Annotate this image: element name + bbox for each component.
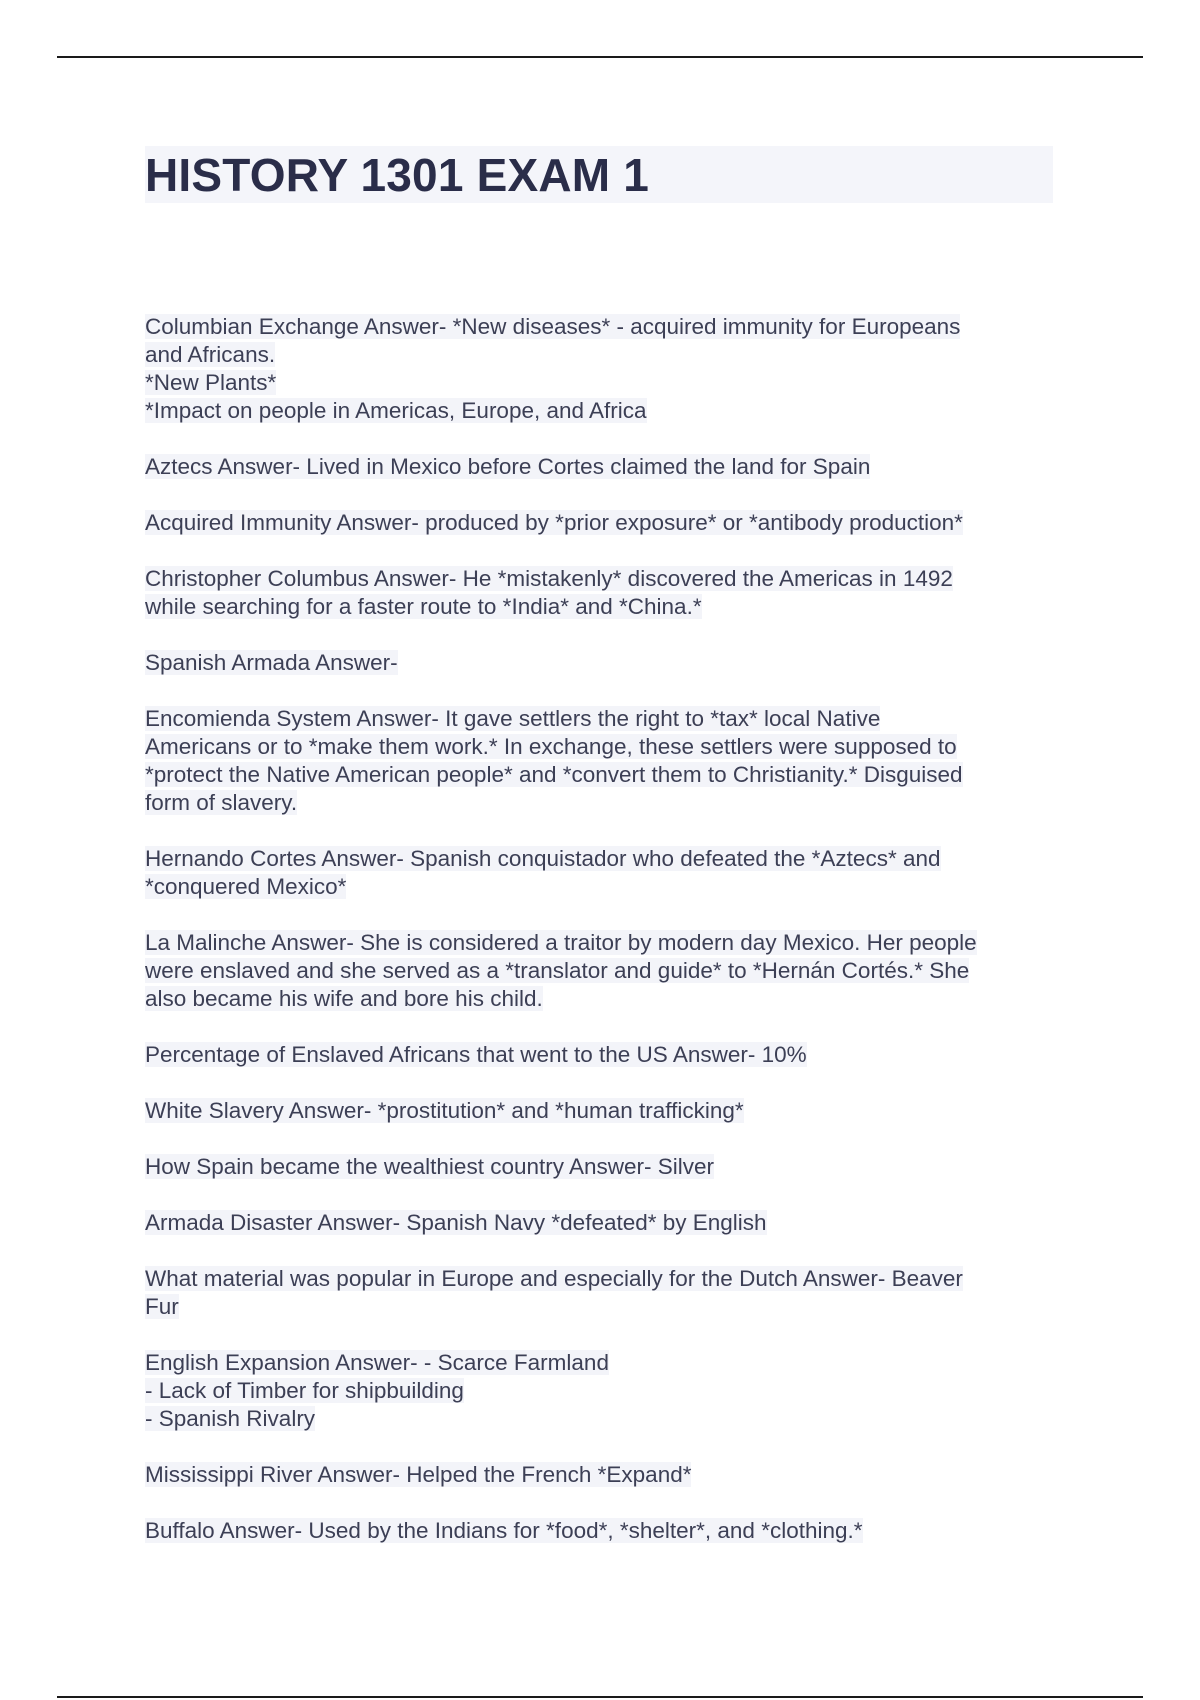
entry-line <box>145 705 1065 733</box>
entry-text: were enslaved and she served as a *translator and guide* to *Hernán Cortés.* She <box>145 958 970 983</box>
flashcard-entry <box>145 453 1065 481</box>
flashcard-entry <box>145 565 1065 621</box>
entry-text: while searching for a faster route to *India* and *China.* <box>145 594 702 619</box>
entry-line <box>145 341 1065 369</box>
entry-line <box>145 1377 1065 1405</box>
entry-text: Columbian Exchange Answer- *New diseases* - acquired immunity for Europeans <box>145 314 961 339</box>
entry-line <box>145 509 1065 537</box>
entry-text: How Spain became the wealthiest country Answer- Silver <box>145 1154 715 1179</box>
entry-line <box>145 789 1065 817</box>
entry-line <box>145 873 1065 901</box>
entry-line <box>145 1097 1065 1125</box>
entry-line <box>145 1293 1065 1321</box>
entry-text: Hernando Cortes Answer- Spanish conquistador who defeated the *Aztecs* and <box>145 846 941 871</box>
entry-text: *New Plants* <box>145 370 277 395</box>
entry-text: Mississippi River Answer- Helped the French *Expand* <box>145 1462 692 1487</box>
entry-line <box>145 565 1065 593</box>
entry-line <box>145 845 1065 873</box>
flashcard-entry <box>145 649 1065 677</box>
entry-text: Encomienda System Answer- It gave settlers the right to *tax* local Native <box>145 706 881 731</box>
entry-text: - Lack of Timber for shipbuilding <box>145 1378 464 1403</box>
entry-text: also became his wife and bore his child. <box>145 986 543 1011</box>
entry-text: English Expansion Answer- - Scarce Farmland <box>145 1350 609 1375</box>
flashcard-entry <box>145 929 1065 1013</box>
flashcard-entry <box>145 1517 1065 1545</box>
entry-line <box>145 1349 1065 1377</box>
entry-text: La Malinche Answer- She is considered a traitor by modern day Mexico. Her people <box>145 930 977 955</box>
entry-text: *conquered Mexico* <box>145 874 347 899</box>
flashcard-entry <box>145 1153 1065 1181</box>
entry-line <box>145 453 1065 481</box>
flashcard-entry <box>145 1461 1065 1489</box>
entry-line <box>145 593 1065 621</box>
entry-text: *Impact on people in Americas, Europe, and Africa <box>145 398 647 423</box>
entry-text: Fur <box>145 1294 179 1319</box>
entry-text: Acquired Immunity Answer- produced by *prior exposure* or *antibody production* <box>145 510 963 535</box>
entry-text: White Slavery Answer- *prostitution* and *human trafficking* <box>145 1098 744 1123</box>
entry-text: form of slavery. <box>145 790 298 815</box>
entry-line <box>145 1461 1065 1489</box>
entry-text: Christopher Columbus Answer- He *mistakenly* discovered the Americas in 1492 <box>145 566 953 591</box>
entry-line <box>145 313 1065 341</box>
entry-line <box>145 1209 1065 1237</box>
flashcard-entry <box>145 509 1065 537</box>
flashcard-entry <box>145 1209 1065 1237</box>
entry-text: Americans or to *make them work.* In exchange, these settlers were supposed to <box>145 734 957 759</box>
entry-text: Buffalo Answer- Used by the Indians for *food*, *shelter*, and *clothing.* <box>145 1518 863 1543</box>
entry-line <box>145 397 1065 425</box>
entry-line <box>145 733 1065 761</box>
entry-text: Percentage of Enslaved Africans that went to the US Answer- 10% <box>145 1042 807 1067</box>
flashcard-entry <box>145 1041 1065 1069</box>
flashcard-list <box>145 313 1065 1573</box>
entry-text: Spanish Armada Answer- <box>145 650 398 675</box>
entry-line <box>145 369 1065 397</box>
entry-line <box>145 1041 1065 1069</box>
entry-text: and Africans. <box>145 342 276 367</box>
flashcard-entry <box>145 705 1065 817</box>
entry-line <box>145 1517 1065 1545</box>
entry-text: - Spanish Rivalry <box>145 1406 316 1431</box>
flashcard-entry <box>145 1265 1065 1321</box>
entry-line <box>145 1153 1065 1181</box>
entry-text: *protect the Native American people* and *convert them to Christianity.* Disguised <box>145 762 963 787</box>
flashcard-entry <box>145 845 1065 901</box>
entry-text: What material was popular in Europe and especially for the Dutch Answer- Beaver <box>145 1266 963 1291</box>
flashcard-entry <box>145 1349 1065 1433</box>
title-block <box>145 146 1053 203</box>
entry-text: Aztecs Answer- Lived in Mexico before Cortes claimed the land for Spain <box>145 454 871 479</box>
page-title: HISTORY 1301 EXAM 1 <box>145 149 650 201</box>
entry-line <box>145 957 1065 985</box>
top-divider <box>57 56 1143 58</box>
entry-line <box>145 649 1065 677</box>
bottom-divider <box>57 1696 1143 1698</box>
flashcard-entry <box>145 313 1065 425</box>
flashcard-entry <box>145 1097 1065 1125</box>
entry-text: Armada Disaster Answer- Spanish Navy *defeated* by English <box>145 1210 767 1235</box>
entry-line <box>145 1265 1065 1293</box>
entry-line <box>145 1405 1065 1433</box>
entry-line <box>145 929 1065 957</box>
entry-line <box>145 985 1065 1013</box>
entry-line <box>145 761 1065 789</box>
